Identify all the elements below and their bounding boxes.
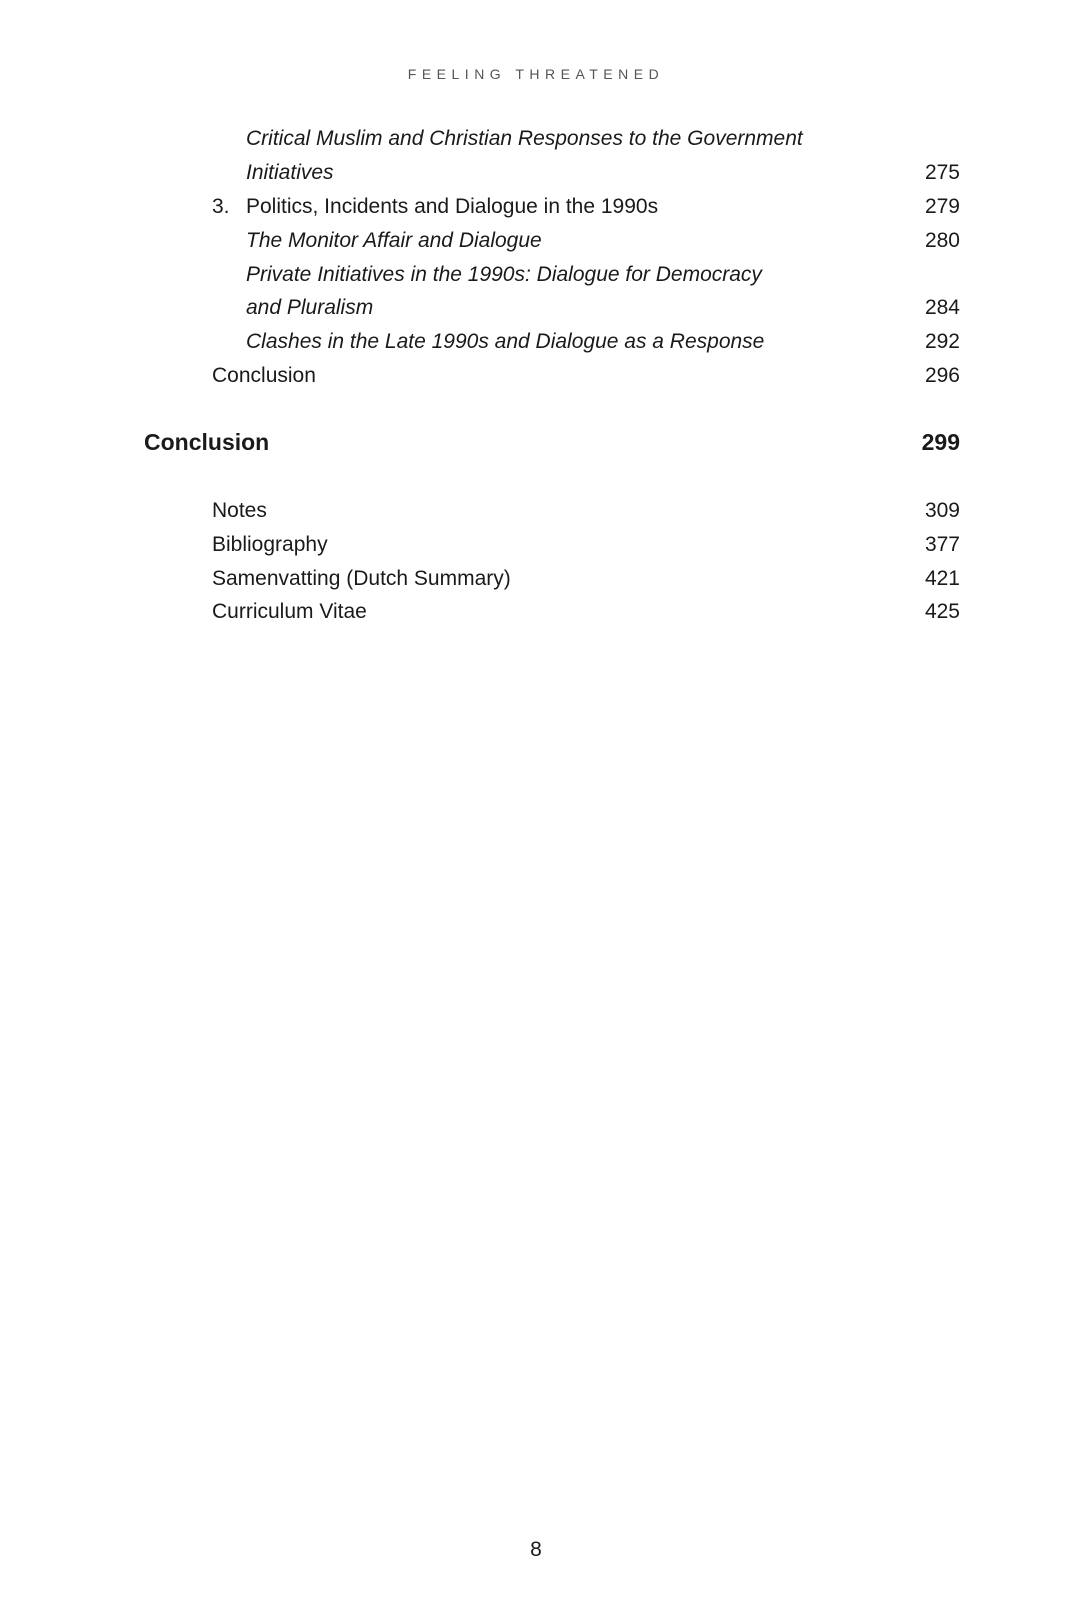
toc-entry-title: Bibliography [212,533,328,556]
page-number: 8 [530,1538,542,1561]
toc-entry-title-line2: Initiatives [246,161,334,184]
toc-entry-title: Notes [212,499,267,522]
toc-page-number: 421 [924,567,960,590]
toc-entry-title: Curriculum Vitae [212,600,367,623]
toc-entry-title-line2: and Pluralism [246,296,374,319]
toc-page-number: 425 [924,600,960,623]
toc-page-number: 292 [924,330,960,353]
section-number: 3. [212,195,230,218]
toc-page-number: 284 [924,296,960,319]
toc-page-number: 275 [924,161,960,184]
toc-page-number: 296 [924,364,960,387]
toc-entry-title: Samenvatting (Dutch Summary) [212,567,511,590]
toc-page-number: 280 [924,229,960,252]
toc-page-number: 279 [924,195,960,218]
toc-page-number: 309 [924,499,960,522]
toc-entry-title: Politics, Incidents and Dialogue in the 1990s [246,195,659,218]
running-head: FEELING THREATENED [407,66,665,82]
toc-entry-title-line1: Private Initiatives in the 1990s: Dialogue for Democracy [246,263,762,286]
toc-entry-title: The Monitor Affair and Dialogue [246,229,542,252]
toc-entry-title: Clashes in the Late 1990s and Dialogue as a Response [246,330,765,353]
toc-page-number: 299 [921,429,960,455]
toc-page-number: 377 [924,533,960,556]
toc-entry-title: Conclusion [212,364,316,387]
toc-entry-title-line1: Critical Muslim and Christian Responses to the Government [246,127,803,150]
toc-chapter-title: Conclusion [144,429,270,455]
